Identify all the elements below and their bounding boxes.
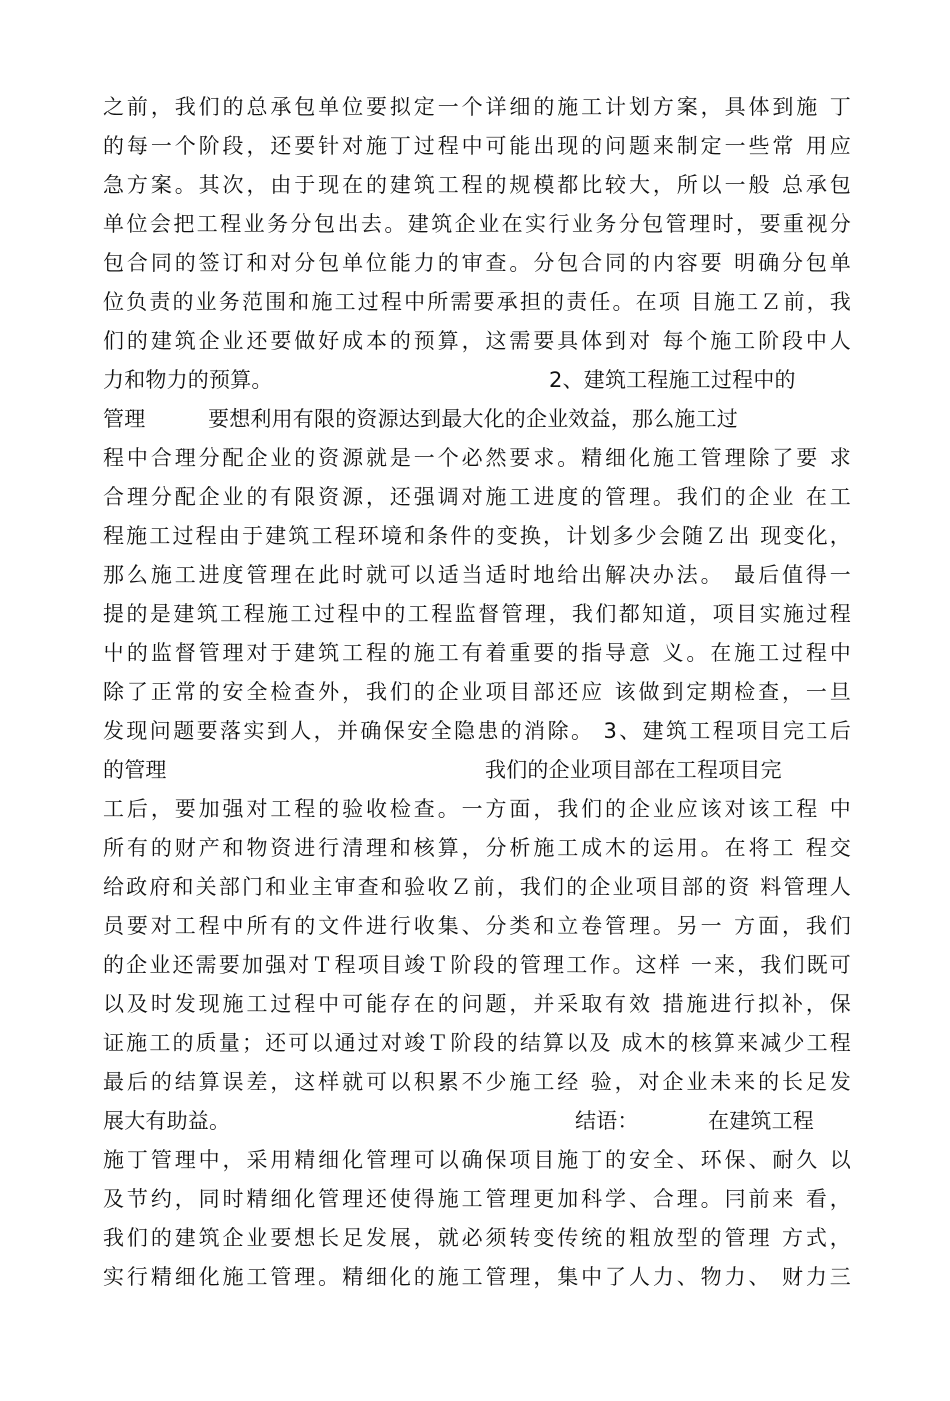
section-heading: 结语： (575, 1109, 639, 1133)
section-heading: 2、建筑工程施工过程中的 (549, 368, 796, 392)
text-line: 给政府和关部门和业主审查和验收Ｚ前，我们的企业项目部的资 料管理人 (103, 875, 851, 899)
text-line: 的企业还需要加强对Ｔ程项目竣Ｔ阶段的管理工作。这样 一来，我们既可 (103, 953, 851, 977)
text-line: 程中合理分配企业的资源就是一个必然要求。精细化施工管理除了要 求 (103, 446, 851, 470)
text-line: 之前，我们的总承包单位要拟定一个详细的施工计划方案，具体到施 丁 (103, 95, 851, 119)
text-line: 我们的建筑企业要想长足发展，就必须转变传统的粗放型的管理 方式， (103, 1226, 851, 1250)
text-line: 发现问题要落实到人，并确保安全隐患的消除。 3、建筑工程项目完工后 (103, 719, 851, 743)
text-line: 们的建筑企业还要做好成本的预算，这需要具体到对 每个施工阶段中人 (103, 329, 851, 353)
text-line: 那么施工进度管理在此时就可以适当适时地给出解决办法。 最后值得一 (103, 563, 851, 587)
text-fragment: 力和物力的预算。 (103, 368, 273, 392)
text-line: 实行精细化施工管理。精细化的施工管理，集中了人力、物力、 财力三 (103, 1265, 851, 1289)
section-heading: 管理 (103, 407, 146, 431)
text-line: 包合同的签订和对分包单位能力的审查。分包合同的内容要 明确分包单 (103, 251, 851, 275)
text-line: 除了正常的安全检查外，我们的企业项目部还应 该做到定期检查，一旦 (103, 680, 851, 704)
text-fragment: 我们的企业项目部在工程项目完 (485, 758, 782, 782)
text-fragment: 要想利用有限的资源达到最大化的企业效益，那么施工过 (208, 407, 738, 431)
text-line: 提的是建筑工程施工过程中的工程监督管理，我们都知道，项目实施过程 (103, 602, 851, 626)
text-line: 急方案。其次，由于现在的建筑工程的规模都比较大，所以一般 总承包 (103, 173, 851, 197)
text-line: 单位会把工程业务分包出去。建筑企业在实行业务分包管理时，要重视分 (103, 212, 851, 236)
text-line: 位负责的业务范围和施工过程中所需要承担的责任。在项 目施工Ｚ前，我 (103, 290, 851, 314)
text-line: 员要对工程中所有的文件进行收集、分类和立卷管理。另一 方面，我们 (103, 914, 851, 938)
text-line: 合理分配企业的有限资源，还强调对施工进度的管理。我们的企业 在工 (103, 485, 851, 509)
text-line: 屮的监督管理对于建筑工程的施工有着重要的指导意 义。在施工过程中 (103, 641, 851, 665)
text-line: 所有的财产和物资进行清理和核算，分析施工成木的运用。在将工 程交 (103, 836, 851, 860)
text-line: 证施工的质量；还可以通过对竣Ｔ阶段的结算以及 成木的核算来减少工程 (103, 1031, 851, 1055)
text-fragment: 在建筑工程 (708, 1109, 814, 1133)
text-fragment: 展大有助益。 (103, 1109, 231, 1133)
text-line: 最后的结算误差，这样就可以积累不少施工经 验，对企业未来的长足发 (103, 1070, 851, 1094)
text-line: 及节约，同时精细化管理还使得施工管理更加科学、合理。冃前来 看， (103, 1187, 851, 1211)
text-line: 施丁管理中，采用精细化管理可以确保项目施丁的安全、环保、耐久 以 (103, 1148, 851, 1172)
text-line: 的每一个阶段，还要针对施丁过程中可能出现的问题来制定一些常 用应 (103, 134, 851, 158)
text-line: 工后，要加强对工程的验收检查。一方面，我们的企业应该对该工程 中 (103, 797, 851, 821)
section-heading: 的管理 (103, 758, 167, 782)
text-line: 程施工过程由于建筑工程环境和条件的变换，计划多少会随Ｚ出 现变化， (103, 524, 851, 548)
text-line: 以及时发现施工过程中可能存在的问题，并采取有效 措施进行拟补，保 (103, 992, 851, 1016)
